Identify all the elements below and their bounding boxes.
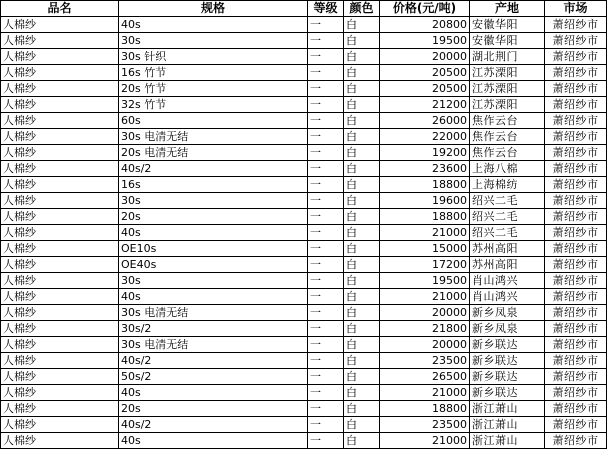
cell-market: 萧绍纱市 xyxy=(545,129,607,145)
cell-origin: 苏州高阳 xyxy=(470,257,545,273)
cell-spec: OE40s xyxy=(119,257,308,273)
table-row xyxy=(1,193,607,209)
cell-market: 萧绍纱市 xyxy=(545,417,607,433)
cell-grade: 一 xyxy=(308,401,344,417)
cell-grade: 一 xyxy=(308,113,344,129)
cell-grade: 一 xyxy=(308,145,344,161)
cell-spec: 40s/2 xyxy=(119,417,308,433)
cell-market: 萧绍纱市 xyxy=(545,81,607,97)
cell-name: 人棉纱 xyxy=(1,49,119,65)
cell-price: 21000 xyxy=(380,225,470,241)
cell-grade: 一 xyxy=(308,305,344,321)
cell-origin: 焦作云台 xyxy=(470,145,545,161)
table-row xyxy=(1,81,607,97)
cell-color: 白 xyxy=(344,241,380,257)
cell-color: 白 xyxy=(344,401,380,417)
cell-spec: 40s xyxy=(119,385,308,401)
cell-name: 人棉纱 xyxy=(1,369,119,385)
cell-price: 21000 xyxy=(380,385,470,401)
cell-color: 白 xyxy=(344,209,380,225)
cell-spec: 20s 电清无结 xyxy=(119,145,308,161)
cell-spec: 20s 竹节 xyxy=(119,81,308,97)
cell-grade: 一 xyxy=(308,129,344,145)
cell-color: 白 xyxy=(344,33,380,49)
table-row xyxy=(1,353,607,369)
cell-origin: 苏州高阳 xyxy=(470,241,545,257)
cell-grade: 一 xyxy=(308,385,344,401)
table-row xyxy=(1,385,607,401)
cell-price: 19500 xyxy=(380,33,470,49)
header-spec: 规格 xyxy=(119,1,308,17)
cell-grade: 一 xyxy=(308,225,344,241)
cell-origin: 浙江萧山 xyxy=(470,417,545,433)
cell-color: 白 xyxy=(344,353,380,369)
cell-origin: 新乡联达 xyxy=(470,385,545,401)
cell-grade: 一 xyxy=(308,241,344,257)
cell-price: 20000 xyxy=(380,337,470,353)
table-row xyxy=(1,65,607,81)
cell-color: 白 xyxy=(344,145,380,161)
cell-origin: 焦作云台 xyxy=(470,113,545,129)
table-row xyxy=(1,33,607,49)
cell-name: 人棉纱 xyxy=(1,17,119,33)
table-row xyxy=(1,417,607,433)
cell-price: 26500 xyxy=(380,369,470,385)
cell-market: 萧绍纱市 xyxy=(545,353,607,369)
cell-market: 萧绍纱市 xyxy=(545,161,607,177)
cell-market: 萧绍纱市 xyxy=(545,177,607,193)
table-row xyxy=(1,97,607,113)
cell-grade: 一 xyxy=(308,257,344,273)
cell-color: 白 xyxy=(344,113,380,129)
cell-price: 21000 xyxy=(380,289,470,305)
table-body xyxy=(1,17,607,449)
cell-market: 萧绍纱市 xyxy=(545,17,607,33)
cell-spec: 20s xyxy=(119,209,308,225)
cell-market: 萧绍纱市 xyxy=(545,209,607,225)
cell-origin: 安徽华阳 xyxy=(470,17,545,33)
cell-market: 萧绍纱市 xyxy=(545,65,607,81)
cell-origin: 新乡联达 xyxy=(470,369,545,385)
cell-grade: 一 xyxy=(308,417,344,433)
cell-name: 人棉纱 xyxy=(1,433,119,449)
cell-grade: 一 xyxy=(308,321,344,337)
cell-price: 15000 xyxy=(380,241,470,257)
cell-grade: 一 xyxy=(308,65,344,81)
cell-market: 萧绍纱市 xyxy=(545,97,607,113)
table-row xyxy=(1,225,607,241)
cell-name: 人棉纱 xyxy=(1,353,119,369)
cell-origin: 肖山鸿兴 xyxy=(470,289,545,305)
table-row xyxy=(1,161,607,177)
cell-price: 19500 xyxy=(380,273,470,289)
cell-color: 白 xyxy=(344,97,380,113)
cell-price: 23500 xyxy=(380,417,470,433)
cell-origin: 绍兴二毛 xyxy=(470,225,545,241)
cell-spec: 50s/2 xyxy=(119,369,308,385)
cell-spec: 60s xyxy=(119,113,308,129)
cell-price: 19200 xyxy=(380,145,470,161)
cell-market: 萧绍纱市 xyxy=(545,289,607,305)
cell-grade: 一 xyxy=(308,273,344,289)
cell-origin: 江苏溧阳 xyxy=(470,65,545,81)
cell-origin: 新乡凤泉 xyxy=(470,321,545,337)
cell-origin: 湖北荆门 xyxy=(470,49,545,65)
cell-name: 人棉纱 xyxy=(1,321,119,337)
header-market: 市场 xyxy=(545,1,607,17)
cell-market: 萧绍纱市 xyxy=(545,401,607,417)
cell-color: 白 xyxy=(344,385,380,401)
cell-color: 白 xyxy=(344,273,380,289)
cell-grade: 一 xyxy=(308,289,344,305)
cell-grade: 一 xyxy=(308,337,344,353)
cell-market: 萧绍纱市 xyxy=(545,433,607,449)
cell-grade: 一 xyxy=(308,433,344,449)
cell-spec: 16s xyxy=(119,177,308,193)
cell-name: 人棉纱 xyxy=(1,65,119,81)
table-row xyxy=(1,289,607,305)
cell-origin: 新乡联达 xyxy=(470,337,545,353)
cell-price: 26000 xyxy=(380,113,470,129)
cell-name: 人棉纱 xyxy=(1,209,119,225)
cell-color: 白 xyxy=(344,305,380,321)
cell-color: 白 xyxy=(344,49,380,65)
cell-origin: 浙江萧山 xyxy=(470,401,545,417)
cell-origin: 肖山鸿兴 xyxy=(470,273,545,289)
cell-price: 18800 xyxy=(380,209,470,225)
cell-origin: 新乡联达 xyxy=(470,353,545,369)
cell-market: 萧绍纱市 xyxy=(545,321,607,337)
header-color: 颜色 xyxy=(344,1,380,17)
cell-market: 萧绍纱市 xyxy=(545,273,607,289)
cell-origin: 绍兴二毛 xyxy=(470,193,545,209)
cell-spec: OE10s xyxy=(119,241,308,257)
cell-color: 白 xyxy=(344,65,380,81)
table-row xyxy=(1,17,607,33)
cell-name: 人棉纱 xyxy=(1,401,119,417)
table-row xyxy=(1,241,607,257)
table-row xyxy=(1,113,607,129)
cell-spec: 40s xyxy=(119,433,308,449)
cell-name: 人棉纱 xyxy=(1,337,119,353)
cell-price: 22000 xyxy=(380,129,470,145)
cell-name: 人棉纱 xyxy=(1,33,119,49)
cell-market: 萧绍纱市 xyxy=(545,113,607,129)
cell-market: 萧绍纱市 xyxy=(545,193,607,209)
cell-price: 21800 xyxy=(380,321,470,337)
table-row xyxy=(1,273,607,289)
table-row xyxy=(1,337,607,353)
cell-grade: 一 xyxy=(308,17,344,33)
cell-spec: 40s xyxy=(119,289,308,305)
table-row xyxy=(1,145,607,161)
cell-spec: 30s xyxy=(119,273,308,289)
cell-market: 萧绍纱市 xyxy=(545,305,607,321)
cell-origin: 上海八棉 xyxy=(470,161,545,177)
cell-name: 人棉纱 xyxy=(1,241,119,257)
cell-price: 18800 xyxy=(380,177,470,193)
table-row xyxy=(1,49,607,65)
cell-market: 萧绍纱市 xyxy=(545,257,607,273)
cell-color: 白 xyxy=(344,17,380,33)
cell-origin: 绍兴二毛 xyxy=(470,209,545,225)
cell-color: 白 xyxy=(344,193,380,209)
cell-name: 人棉纱 xyxy=(1,129,119,145)
cell-spec: 30s 电清无结 xyxy=(119,129,308,145)
cell-color: 白 xyxy=(344,321,380,337)
header-origin: 产地 xyxy=(470,1,545,17)
cell-market: 萧绍纱市 xyxy=(545,145,607,161)
cell-spec: 40s xyxy=(119,17,308,33)
cell-price: 23500 xyxy=(380,353,470,369)
cell-price: 20500 xyxy=(380,81,470,97)
cell-color: 白 xyxy=(344,289,380,305)
cell-color: 白 xyxy=(344,433,380,449)
cell-spec: 30s/2 xyxy=(119,321,308,337)
cell-name: 人棉纱 xyxy=(1,97,119,113)
cell-spec: 30s 电清无结 xyxy=(119,305,308,321)
cell-origin: 焦作云台 xyxy=(470,129,545,145)
table-row xyxy=(1,369,607,385)
cell-origin: 江苏溧阳 xyxy=(470,81,545,97)
cell-name: 人棉纱 xyxy=(1,193,119,209)
cell-price: 18800 xyxy=(380,401,470,417)
table-row xyxy=(1,177,607,193)
cell-grade: 一 xyxy=(308,193,344,209)
cell-name: 人棉纱 xyxy=(1,385,119,401)
cell-name: 人棉纱 xyxy=(1,161,119,177)
cell-market: 萧绍纱市 xyxy=(545,225,607,241)
cell-price: 20800 xyxy=(380,17,470,33)
cell-color: 白 xyxy=(344,257,380,273)
cell-origin: 安徽华阳 xyxy=(470,33,545,49)
cell-spec: 30s 电清无结 xyxy=(119,337,308,353)
cell-price: 19600 xyxy=(380,193,470,209)
cell-color: 白 xyxy=(344,369,380,385)
cell-color: 白 xyxy=(344,81,380,97)
cell-grade: 一 xyxy=(308,97,344,113)
cell-market: 萧绍纱市 xyxy=(545,385,607,401)
cell-origin: 新乡凤泉 xyxy=(470,305,545,321)
cell-grade: 一 xyxy=(308,369,344,385)
cell-market: 萧绍纱市 xyxy=(545,337,607,353)
cell-color: 白 xyxy=(344,417,380,433)
cell-color: 白 xyxy=(344,225,380,241)
cell-grade: 一 xyxy=(308,209,344,225)
header-name: 品名 xyxy=(1,1,119,17)
cell-grade: 一 xyxy=(308,81,344,97)
table-row xyxy=(1,305,607,321)
cell-spec: 40s/2 xyxy=(119,161,308,177)
cell-spec: 32s 竹节 xyxy=(119,97,308,113)
cell-origin: 江苏溧阳 xyxy=(470,97,545,113)
cell-name: 人棉纱 xyxy=(1,225,119,241)
cell-color: 白 xyxy=(344,161,380,177)
cell-name: 人棉纱 xyxy=(1,257,119,273)
cell-price: 21200 xyxy=(380,97,470,113)
cell-price: 20000 xyxy=(380,305,470,321)
cell-spec: 40s/2 xyxy=(119,353,308,369)
cell-color: 白 xyxy=(344,177,380,193)
cell-grade: 一 xyxy=(308,49,344,65)
cell-name: 人棉纱 xyxy=(1,289,119,305)
table-row xyxy=(1,257,607,273)
header-grade: 等级 xyxy=(308,1,344,17)
cell-name: 人棉纱 xyxy=(1,273,119,289)
cell-name: 人棉纱 xyxy=(1,145,119,161)
cell-grade: 一 xyxy=(308,353,344,369)
cell-market: 萧绍纱市 xyxy=(545,49,607,65)
header-price: 价格(元/吨) xyxy=(380,1,470,17)
table-row xyxy=(1,401,607,417)
cell-price: 20500 xyxy=(380,65,470,81)
cell-grade: 一 xyxy=(308,161,344,177)
cell-price: 17200 xyxy=(380,257,470,273)
cell-spec: 16s 竹节 xyxy=(119,65,308,81)
header-row xyxy=(1,1,607,17)
cell-color: 白 xyxy=(344,337,380,353)
table-row xyxy=(1,321,607,337)
cell-spec: 30s xyxy=(119,193,308,209)
cell-market: 萧绍纱市 xyxy=(545,369,607,385)
cell-spec: 30s xyxy=(119,33,308,49)
cell-name: 人棉纱 xyxy=(1,305,119,321)
cell-name: 人棉纱 xyxy=(1,113,119,129)
cell-price: 20000 xyxy=(380,49,470,65)
table-row xyxy=(1,209,607,225)
cell-grade: 一 xyxy=(308,177,344,193)
cell-spec: 20s xyxy=(119,401,308,417)
table-row xyxy=(1,433,607,449)
cell-origin: 上海棉纺 xyxy=(470,177,545,193)
cell-spec: 30s 针织 xyxy=(119,49,308,65)
cell-price: 23600 xyxy=(380,161,470,177)
cell-color: 白 xyxy=(344,129,380,145)
cell-origin: 浙江萧山 xyxy=(470,433,545,449)
table-row xyxy=(1,129,607,145)
cell-name: 人棉纱 xyxy=(1,417,119,433)
cell-market: 萧绍纱市 xyxy=(545,241,607,257)
cell-price: 21000 xyxy=(380,433,470,449)
cell-grade: 一 xyxy=(308,33,344,49)
cell-name: 人棉纱 xyxy=(1,177,119,193)
cell-market: 萧绍纱市 xyxy=(545,33,607,49)
cell-name: 人棉纱 xyxy=(1,81,119,97)
cell-spec: 40s xyxy=(119,225,308,241)
